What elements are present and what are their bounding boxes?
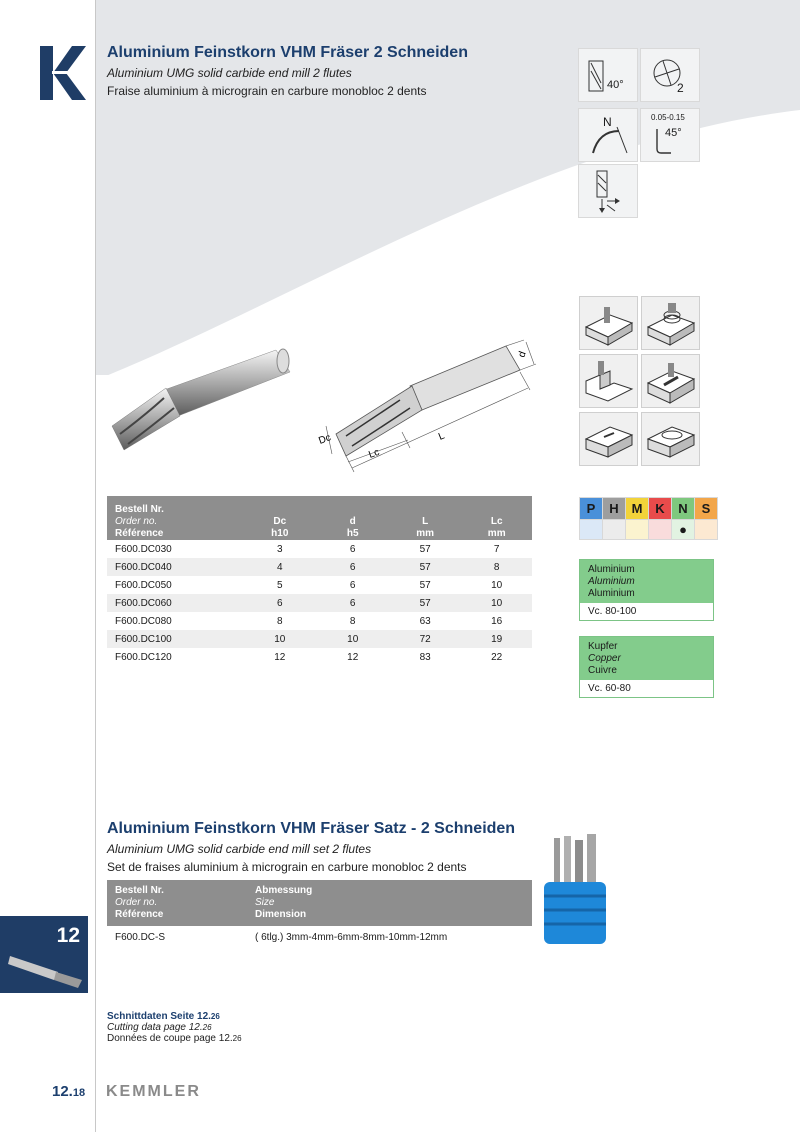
page-number: 12.18 bbox=[52, 1083, 86, 1100]
value-cell: 6 bbox=[317, 594, 389, 612]
end-mill-set-photo bbox=[540, 834, 610, 946]
material-copper bbox=[579, 636, 714, 698]
value-cell: 10 bbox=[491, 579, 503, 591]
material-group-p: P bbox=[580, 498, 603, 520]
section2-subtitle-fr: Set de fraises aluminium à micrograin en carbure monobloc 2 dents bbox=[107, 860, 467, 874]
chamfer-icon bbox=[640, 108, 700, 162]
table-row bbox=[107, 558, 532, 576]
slot-milling-icon bbox=[641, 354, 700, 408]
type-n-value: N bbox=[603, 115, 612, 129]
face-milling-icon bbox=[579, 296, 638, 350]
set-table bbox=[107, 880, 532, 948]
value-cell: 63 bbox=[419, 615, 431, 627]
material-group-k-suitability bbox=[649, 520, 672, 540]
material-group-h: H bbox=[603, 498, 626, 520]
copper-fr: Cuivre bbox=[588, 665, 617, 676]
material-group-p-suitability bbox=[580, 520, 603, 540]
section2-title: Aluminium Feinstkorn VHM Fräser Satz - 2 Schneiden bbox=[107, 820, 516, 837]
material-group-table bbox=[579, 497, 718, 540]
chapter-number: 12 bbox=[56, 924, 80, 947]
table-row bbox=[107, 648, 532, 666]
helical-milling-icon bbox=[641, 296, 700, 350]
helix-angle-icon bbox=[578, 48, 638, 102]
cutting-data-fr: Données de coupe page 12.26 bbox=[107, 1033, 242, 1044]
plunge-milling-icon bbox=[578, 164, 638, 218]
value-cell: 57 bbox=[419, 579, 431, 591]
chamfer-angle: 45° bbox=[665, 127, 682, 139]
value-cell: 4 bbox=[243, 558, 316, 576]
groove-milling-icon bbox=[579, 412, 638, 466]
value-cell: 6 bbox=[349, 579, 356, 591]
value-cell: 57 bbox=[389, 594, 462, 612]
set-dimension-header: Abmessung Size Dimension bbox=[247, 880, 532, 926]
shoulder-milling-icon bbox=[579, 354, 638, 408]
aluminium-vc: Vc. 80-100 bbox=[580, 603, 713, 620]
value-cell: 6 bbox=[243, 594, 316, 612]
aluminium-en: Aluminium bbox=[588, 576, 635, 587]
table-row bbox=[107, 540, 532, 558]
l-header: L mm bbox=[389, 496, 462, 540]
aluminium-de: Aluminium bbox=[588, 564, 635, 575]
material-group-s: S bbox=[695, 498, 718, 520]
copper-de: Kupfer bbox=[588, 641, 618, 652]
table-row bbox=[107, 612, 532, 630]
set-order-header: Bestell Nr. Order no. Référence bbox=[107, 880, 247, 926]
set-order-no: F600.DC-S bbox=[115, 931, 166, 943]
flutes-value: 2 bbox=[677, 81, 684, 95]
material-group-m-suitability bbox=[626, 520, 649, 540]
value-cell: 7 bbox=[493, 543, 500, 555]
value-cell: 10 bbox=[243, 630, 316, 648]
order-number-cell: F600.DC030 bbox=[115, 543, 172, 555]
pocket-milling-icon bbox=[641, 412, 700, 466]
value-cell: 22 bbox=[491, 651, 503, 663]
value-cell: 57 bbox=[389, 558, 462, 576]
value-cell: 8 bbox=[277, 615, 283, 627]
order-number-cell: F600.DC040 bbox=[107, 558, 243, 576]
value-cell: 6 bbox=[349, 543, 356, 555]
table-row bbox=[107, 576, 532, 594]
value-cell: 57 bbox=[419, 543, 431, 555]
d-header: d h5 bbox=[317, 496, 389, 540]
material-aluminium bbox=[579, 559, 714, 621]
value-cell: 10 bbox=[317, 630, 389, 648]
value-cell: 5 bbox=[277, 579, 283, 591]
value-cell: 12 bbox=[274, 651, 286, 663]
copper-en: Copper bbox=[588, 653, 621, 664]
section1-subtitle-en: Aluminium UMG solid carbide end mill 2 flutes bbox=[107, 66, 352, 80]
dc-header: Dc h10 bbox=[243, 496, 316, 540]
product-table bbox=[107, 496, 532, 666]
left-rule bbox=[95, 0, 96, 1132]
set-dimension: ( 6tlg.) 3mm-4mm-6mm-8mm-10mm-12mm bbox=[255, 931, 448, 943]
flutes-icon bbox=[640, 48, 700, 102]
order-number-cell: F600.DC050 bbox=[115, 579, 172, 591]
value-cell: 12 bbox=[347, 651, 359, 663]
chapter-tab bbox=[0, 916, 88, 993]
order-number-cell: F600.DC060 bbox=[107, 594, 243, 612]
dc-label: Dc bbox=[317, 432, 333, 447]
type-n-icon bbox=[578, 108, 638, 162]
chamfer-range: 0.05-0.15 bbox=[651, 113, 685, 122]
cutting-data-de: Schnittdaten Seite 12.26 bbox=[107, 1011, 220, 1022]
value-cell: 3 bbox=[277, 543, 283, 555]
order-header: Bestell Nr. Order no. Référence bbox=[107, 496, 243, 540]
brand-name: KEMMLER bbox=[106, 1083, 201, 1100]
helix-angle-value: 40° bbox=[607, 79, 624, 91]
material-group-m: M bbox=[626, 498, 649, 520]
material-group-n-suitability: ● bbox=[672, 520, 695, 540]
table-row bbox=[107, 630, 532, 648]
copper-vc: Vc. 60-80 bbox=[580, 680, 713, 697]
value-cell: 16 bbox=[491, 615, 503, 627]
order-number-cell: F600.DC100 bbox=[107, 630, 243, 648]
value-cell: 72 bbox=[389, 630, 462, 648]
lc-label: Lc bbox=[367, 446, 381, 461]
order-number-cell: F600.DC120 bbox=[115, 651, 172, 663]
l-label: L bbox=[437, 430, 447, 443]
material-group-k: K bbox=[649, 498, 672, 520]
material-aluminium-header bbox=[580, 560, 713, 603]
aluminium-fr: Aluminium bbox=[588, 588, 635, 599]
material-group-h-suitability bbox=[603, 520, 626, 540]
section1-subtitle-fr: Fraise aluminium à micrograin en carbure monobloc 2 dents bbox=[107, 84, 427, 98]
d-label: d bbox=[516, 350, 529, 360]
value-cell: 83 bbox=[419, 651, 431, 663]
kemmler-k-logo bbox=[40, 46, 86, 100]
value-cell: 10 bbox=[461, 594, 532, 612]
end-mill-drawing bbox=[310, 336, 540, 476]
material-group-s-suitability bbox=[695, 520, 718, 540]
chapter-tab-tool-icon bbox=[8, 950, 84, 988]
section2-subtitle-en: Aluminium UMG solid carbide end mill set 2 flutes bbox=[107, 842, 372, 856]
table-row bbox=[107, 594, 532, 612]
order-number-cell: F600.DC080 bbox=[115, 615, 172, 627]
value-cell: 6 bbox=[317, 558, 389, 576]
cutting-data-en: Cutting data page 12.26 bbox=[107, 1022, 212, 1033]
end-mill-photo bbox=[104, 346, 294, 458]
cutting-data-reference bbox=[107, 1011, 242, 1044]
value-cell: 8 bbox=[349, 615, 356, 627]
material-copper-header bbox=[580, 637, 713, 680]
value-cell: 8 bbox=[461, 558, 532, 576]
material-group-n: N bbox=[672, 498, 695, 520]
value-cell: 19 bbox=[461, 630, 532, 648]
section1-title: Aluminium Feinstkorn VHM Fräser 2 Schneiden bbox=[107, 44, 468, 61]
lc-header: Lc mm bbox=[461, 496, 532, 540]
